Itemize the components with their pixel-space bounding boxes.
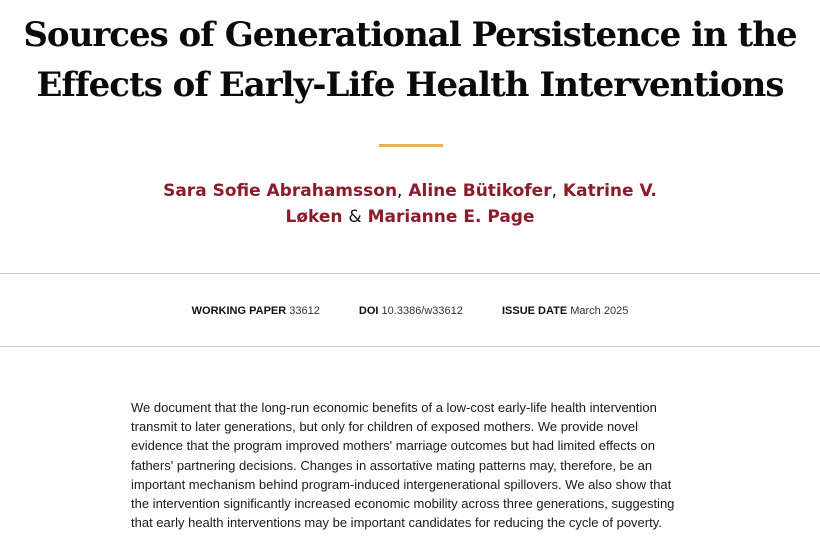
abstract-text: We document that the long-run economic benefits of a low-cost early-life health intervention transmit to later generations, but only for children of exposed mothers. We provide novel evidence that the program improved mothers' marriage outcomes but had limited effects on fathers' partnering decisions. Changes in assortative mating patterns may, therefore, be an important mechanism behind program-induced intergenerational spillovers. We also show that the intervention significantly increased economic mobility across three generations, suggesting that early health interventions may be important candidates for reducing the cycle of poverty. [131,400,675,531]
author-name-part: Løken [285,207,343,227]
paper-title [0,10,820,110]
doi [359,304,463,318]
doi-label: DOI [358,305,379,317]
working-paper-number [192,304,320,318]
issue-date-label: ISSUE DATE [501,305,568,317]
working-paper-label: WORKING PAPER [191,305,287,317]
issue-date [502,304,628,318]
author-link-page[interactable]: Marianne E. Page [367,207,535,227]
paper-title-line-2: Effects of Early-Life Health Interventions [36,65,784,105]
paper-metadata-band [0,273,820,347]
paper-metadata-row [0,304,820,318]
title-accent-rule [379,144,443,147]
author-separator: , [397,181,403,201]
doi-value: 10.3386/w33612 [381,305,463,317]
author-list [100,178,720,230]
paper-title-line-1: Sources of Generational Persistence in the [23,15,797,55]
author-ampersand: & [348,207,362,227]
author-separator: , [551,181,557,201]
working-paper-value: 33612 [289,305,320,317]
author-link-butikofer[interactable]: Aline Bütikofer [408,181,552,201]
author-name-part: Katrine V. [562,181,657,201]
issue-date-value: March 2025 [570,305,629,317]
author-link-abrahamsson[interactable]: Sara Sofie Abrahamsson [163,181,398,201]
